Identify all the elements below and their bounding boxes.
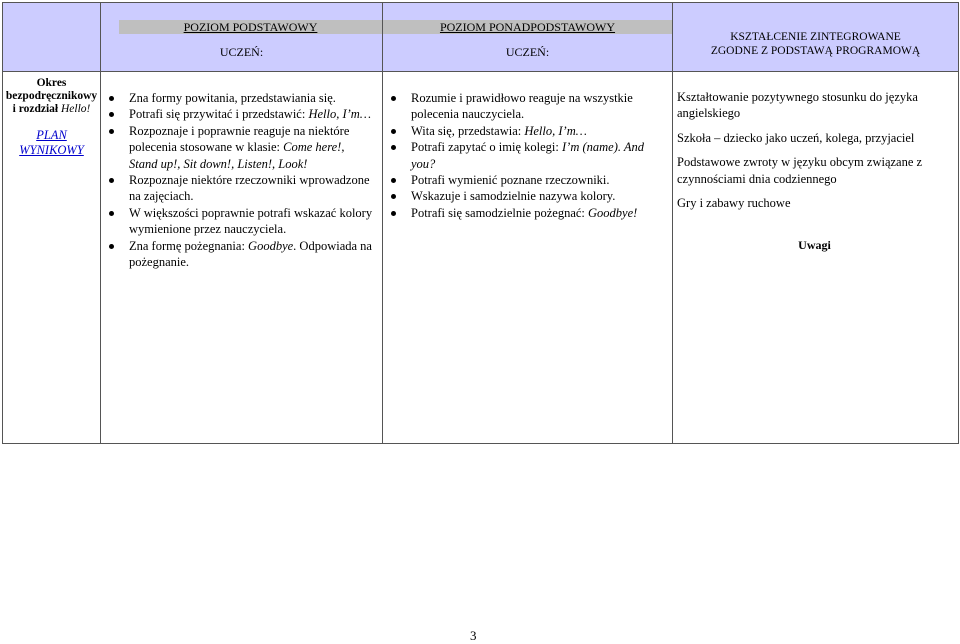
list-item (385, 90, 666, 123)
list-item-text: Hello, I’m… (524, 123, 587, 138)
list-item-text: Rozpoznaje i poprawnie reaguje na niektóre polecenia stosowane w klasie: (129, 123, 350, 155)
list-item (385, 205, 666, 221)
header-corner (3, 3, 101, 72)
integrated-title-line2: ZGODNE Z PODSTAWĄ PROGRAMOWĄ (710, 45, 921, 57)
list-item (103, 205, 376, 238)
list-item-text: . Odpowiada na pożegnanie. (129, 238, 372, 270)
plan-wynikowy-link (3, 128, 100, 158)
list-item (385, 139, 666, 172)
list-item-text: Potrafi zapytać o imię kolegi: (411, 140, 562, 155)
plan-line2: WYNIKOWY (19, 143, 84, 157)
list-item (385, 172, 666, 188)
basic-level-title: POZIOM PODSTAWOWY (119, 20, 382, 34)
header-integrated (673, 3, 959, 72)
list-item-text: Wskazuje i samodzielnie nazywa kolory. (411, 189, 616, 204)
list-item-text: Hello, I’m… (308, 107, 371, 122)
header-basic (101, 3, 383, 72)
basic-level-subtitle: UCZEŃ: (219, 45, 264, 59)
list-item-text: Rozumie i prawidłowo reaguje na wszystkie polecenia nauczyciela. (411, 91, 633, 122)
list-item (103, 106, 376, 122)
list-item (385, 188, 666, 204)
period-label: Okres bezpodręcznikowy i rozdział (5, 77, 98, 115)
list-item (103, 172, 376, 205)
list-item-text: Potrafi się przywitać i przedstawić: (129, 107, 309, 122)
basic-level-cell (101, 72, 383, 444)
advanced-requirements-list (385, 90, 666, 221)
list-item (103, 123, 376, 172)
list-item-text: Zna formę pożegnania: (129, 238, 249, 253)
uwagi-label: Uwagi (798, 238, 831, 253)
list-item (103, 238, 376, 271)
content-row (3, 72, 959, 444)
list-item-text: W większości poprawnie potrafi wskazać kolory wymienione przez nauczyciela. (129, 205, 373, 237)
list-item-text: Goodbye (248, 238, 294, 253)
list-item-text: Zna formy powitania, przedstawiania się. (129, 91, 336, 105)
section-name: Hello! (60, 103, 91, 115)
integrated-item: Podstawowe zwroty w języku obcym związane z czynnościami dnia codziennego (677, 155, 923, 186)
side-label-cell (3, 72, 101, 444)
list-item-text: Wita się, przedstawia: (411, 123, 525, 138)
integrated-list (677, 89, 952, 211)
integrated-item: Gry i zabawy ruchowe (677, 196, 791, 211)
advanced-level-subtitle: UCZEŃ: (505, 45, 550, 59)
page-number: 3 (470, 628, 477, 643)
list-item (385, 123, 666, 139)
integrated-item: Kształtowanie pozytywnego stosunku do języka angielskiego (677, 90, 918, 121)
advanced-level-title: POZIOM PONADPODSTAWOWY (383, 20, 672, 34)
list-item-text: Goodbye! (588, 205, 638, 220)
plan-line1: PLAN (36, 128, 67, 142)
list-item-text: Potrafi wymienić poznane rzeczowniki. (411, 173, 610, 188)
plan-table (2, 2, 959, 444)
header-row (3, 3, 959, 72)
list-item-text: I’m (name). And you? (411, 140, 645, 171)
header-advanced (383, 3, 673, 72)
integrated-title-line1: KSZTAŁCENIE ZINTEGROWANE (730, 31, 901, 43)
integrated-cell (673, 72, 959, 444)
list-item (103, 90, 376, 106)
list-item-text: Rozpoznaje niektóre rzeczowniki wprowadzone na zajęciach. (129, 173, 370, 204)
integrated-item: Szkoła – dziecko jako uczeń, kolega, przyjaciel (677, 130, 915, 145)
list-item-text: Come here!, Stand up!, Sit down!, Listen!, Look! (129, 140, 345, 171)
list-item-text: Potrafi się samodzielnie pożegnać: (411, 205, 589, 220)
basic-requirements-list (103, 90, 376, 270)
advanced-level-cell (383, 72, 673, 444)
